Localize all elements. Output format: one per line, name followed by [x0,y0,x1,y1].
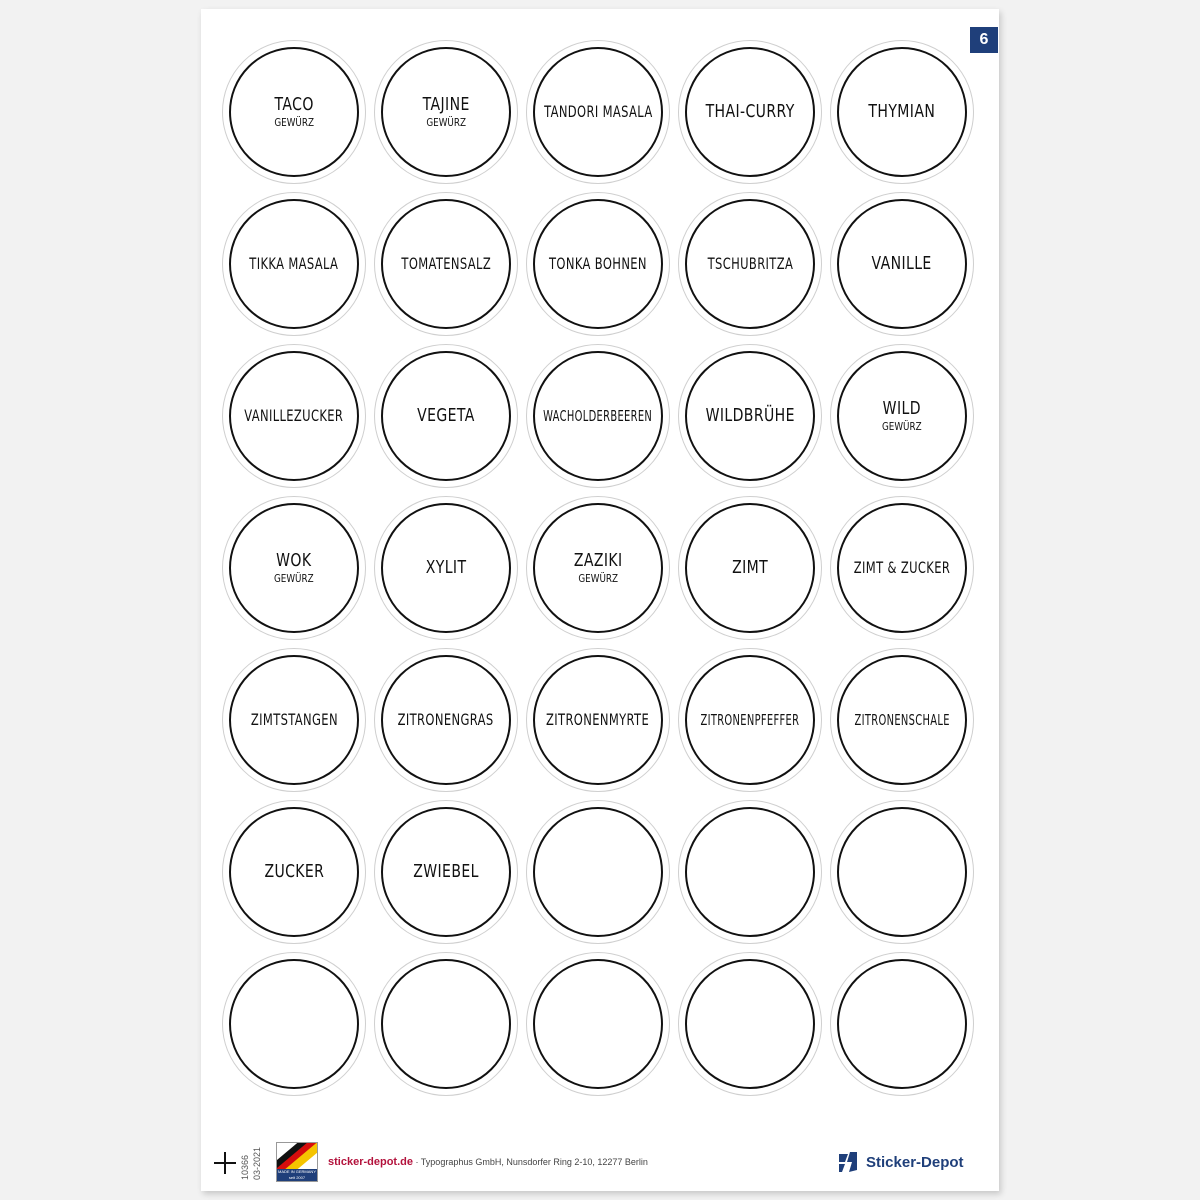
sticker-label [222,40,366,184]
sticker-label [526,344,670,488]
sticker-name: TANDORI MASALA [543,102,653,121]
sticker-text [379,712,512,728]
sticker-label [678,344,822,488]
blank-sticker [526,800,670,944]
sticker-text [234,712,355,728]
sticker-label [374,344,518,488]
sticker-subtitle: GEWÜRZ [426,116,466,129]
sticker-ring [533,807,663,937]
sticker-label [222,496,366,640]
sticker-text [269,552,319,584]
sticker-text [256,863,333,881]
sticker-text [515,406,680,425]
website-link[interactable]: sticker-depot.de [328,1156,413,1168]
sticker-depot-logo-icon [836,1150,860,1174]
sticker-text [859,103,945,121]
page-number-badge: 6 [970,27,998,53]
sticker-text [727,559,773,577]
sticker-name: TAJINE [422,94,470,115]
sticker-label [222,344,366,488]
sticker-name: ZITRONENPFEFFER [700,710,800,729]
sticker-subtitle: GEWÜRZ [882,420,922,433]
sticker-label [678,192,822,336]
sticker-text [523,104,674,120]
sticker-label [678,496,822,640]
sticker-name: THYMIAN [868,101,936,122]
sticker-text [567,552,629,584]
sticker-name: VANILLEZUCKER [244,406,344,425]
crosshair-icon [214,1152,236,1174]
sticker-label [374,40,518,184]
sticker-label [374,800,518,944]
sticker-name: ZAZIKI [573,550,623,571]
sticker-text [530,256,666,272]
sticker-text [877,400,927,432]
sticker-label [830,648,974,792]
sticker-text [675,710,825,729]
sticker-ring [837,959,967,1089]
sticker-text [232,256,356,272]
blank-sticker [526,952,670,1096]
sticker-name: ZITRONENMYRTE [546,710,650,729]
blank-sticker [678,800,822,944]
sticker-subtitle: GEWÜRZ [578,572,618,585]
sticker-label [222,800,366,944]
sticker-name: ZUCKER [264,861,324,882]
sticker-name: TACO [274,94,314,115]
company-address: · Typographus GmbH, Nunsdorfer Ring 2-10, 12277 Berlin [412,1157,648,1167]
sticker-name: ZIMTSTANGEN [250,710,338,729]
sticker-name: TSCHUBRITZA [707,254,793,273]
sticker-text [409,407,483,425]
sticker-label [222,648,366,792]
sticker-label [374,192,518,336]
sticker-label [526,40,670,184]
article-number: 10366 [240,1154,250,1180]
sticker-name: ZITRONENSCHALE [854,710,950,729]
made-in-germany-badge [277,1169,317,1181]
sticker-text [693,407,807,425]
footer-address-line [328,1156,648,1168]
sticker-ring [685,807,815,937]
sticker-name: ZITRONENGRAS [398,710,494,729]
sticker-text [693,103,807,121]
sticker-name: TIKKA MASALA [249,254,339,273]
sticker-label [830,40,974,184]
sticker-ring [837,807,967,937]
sticker-subtitle: GEWÜRZ [274,116,314,129]
badge-sub: seit 2007 [288,1175,306,1180]
sticker-name: ZWIEBEL [413,861,479,882]
blank-sticker [222,952,366,1096]
sticker-label [526,648,670,792]
sticker-text [526,712,669,728]
sticker-text [225,408,363,424]
sticker-text [863,255,940,273]
sticker-name: WACHOLDERBEEREN [543,406,653,425]
sticker-text [416,96,476,128]
blank-sticker [678,952,822,1096]
sticker-name: VEGETA [417,405,475,426]
sticker-label [374,648,518,792]
sticker-text [269,96,319,128]
sticker-ring [685,959,815,1089]
sticker-name: THAI-CURRY [705,101,795,122]
sticker-text [420,559,472,577]
sticker-name: XYLIT [425,557,467,578]
sticker-label [678,648,822,792]
blank-sticker [830,952,974,1096]
article-code [238,1146,278,1182]
sticker-name: ZIMT & ZUCKER [853,558,951,577]
sticker-ring [229,959,359,1089]
sticker-text [830,710,974,729]
badge-text: MADE IN GERMANY [277,1169,316,1174]
sticker-name: ZIMT [731,557,768,578]
sticker-label [526,192,670,336]
sticker-label [374,496,518,640]
blank-sticker [374,952,518,1096]
brand-name: Sticker-Depot [866,1153,964,1171]
germany-flag-icon [276,1142,318,1182]
sticker-label [526,496,670,640]
sticker-label [830,192,974,336]
sticker-subtitle: GEWÜRZ [274,572,314,585]
sticker-label [830,344,974,488]
sticker-name: WILD [882,398,922,419]
sticker-name: VANILLE [871,253,933,274]
sticker-ring [533,959,663,1089]
sticker-ring [381,959,511,1089]
sticker-text [404,863,488,881]
brand-logo [836,1148,964,1176]
sticker-label [222,192,366,336]
sticker-name: TOMATENSALZ [401,254,491,273]
sticker-text [384,256,509,272]
sticker-label [678,40,822,184]
blank-sticker [830,800,974,944]
sticker-text [835,560,969,576]
sticker-grid [222,40,974,1096]
sticker-label [830,496,974,640]
sticker-name: WILDBRÜHE [705,405,795,426]
sticker-name: TONKA BOHNEN [549,254,647,273]
sticker-text [691,256,810,272]
sticker-name: WOK [276,550,312,571]
date-code: 03-2021 [252,1146,262,1180]
